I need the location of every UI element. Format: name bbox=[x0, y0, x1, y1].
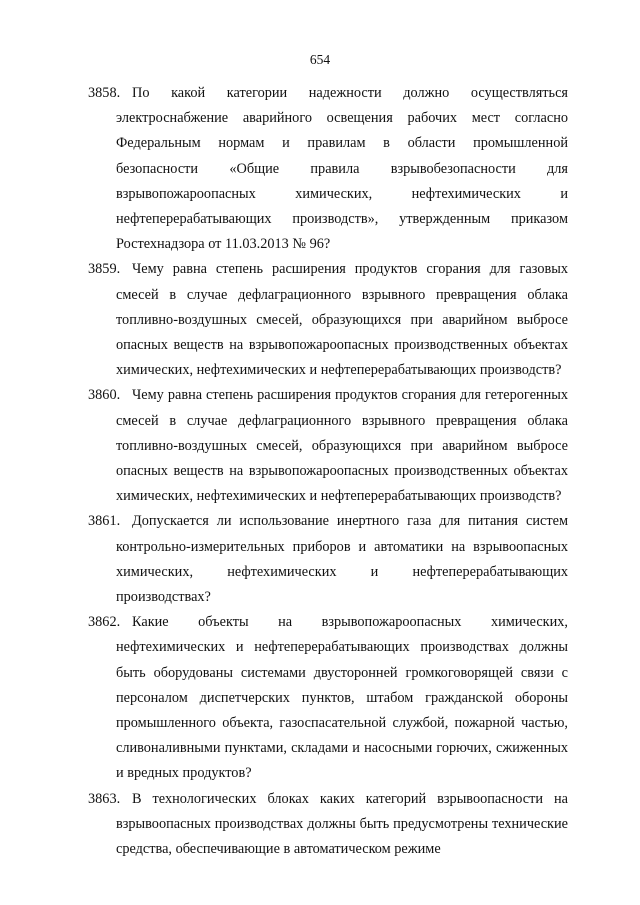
question-item bbox=[88, 610, 568, 786]
question-list bbox=[88, 81, 568, 862]
question-item bbox=[88, 787, 568, 863]
question-text: По какой категории надежности должно осуществляться электроснабжение аварийного освещения рабочих мест согласно Федеральным нормам и правилам в области промышленной безопасности «Общие правила взрывобезопасности для взрывопожароопасных химических, нефтехимических и нефтеперерабатывающих производств», утвержденным приказом Ростехнадзора от 11.03.2013 № 96? bbox=[116, 85, 568, 253]
page-number: 654 bbox=[309, 52, 331, 67]
question-item bbox=[88, 509, 568, 610]
question-item bbox=[88, 81, 568, 257]
question-text: Чему равна степень расширения продуктов сгорания для гетерогенных смесей в случае дефлаграционного взрывного превращения облака топливно-воздушных смесей, образующихся при аварийном выбросе опасных веществ на взрывопожароопасных производственных объектах химических, нефтехимических и нефтеперерабатывающих производств? bbox=[116, 387, 568, 505]
question-number: 3859. bbox=[88, 261, 121, 278]
question-number: 3861. bbox=[88, 513, 121, 530]
question-text: Какие объекты на взрывопожароопасных химических, нефтехимических и нефтеперерабатывающих производствах должны быть оборудованы системами двусторонней громкоговорящей связи с персоналом диспетчерских пунктов, штабом гражданской обороны промышленного объекта, газоспасательной службой, пожарной частью, сливоналивными пунктами, складами и насосными горючих, сжиженных и вредных продуктов? bbox=[116, 614, 568, 782]
question-number: 3860. bbox=[88, 387, 121, 404]
question-text: Чему равна степень расширения продуктов сгорания для газовых смесей в случае дефлаграционного взрывного превращения облака топливно-воздушных смесей, образующихся при аварийном выбросе опасных веществ на взрывопожароопасных производственных объектах химических, нефтехимических и нефтеперерабатывающих производств? bbox=[116, 261, 568, 379]
question-text: Допускается ли использование инертного газа для питания систем контрольно-измерительных приборов и автоматики на взрывоопасных химических, нефтехимических и нефтеперерабатывающих производствах? bbox=[116, 513, 568, 606]
question-number: 3863. bbox=[88, 790, 121, 807]
question-item bbox=[88, 383, 568, 509]
question-number: 3858. bbox=[88, 85, 121, 101]
question-item bbox=[88, 257, 568, 383]
question-number: 3862. bbox=[88, 614, 121, 631]
question-text: В технологических блоках каких категорий взрывоопасности на взрывоопасных производствах должны быть предусмотрены технические средства, обеспечивающие в автоматическом режиме bbox=[116, 790, 568, 858]
